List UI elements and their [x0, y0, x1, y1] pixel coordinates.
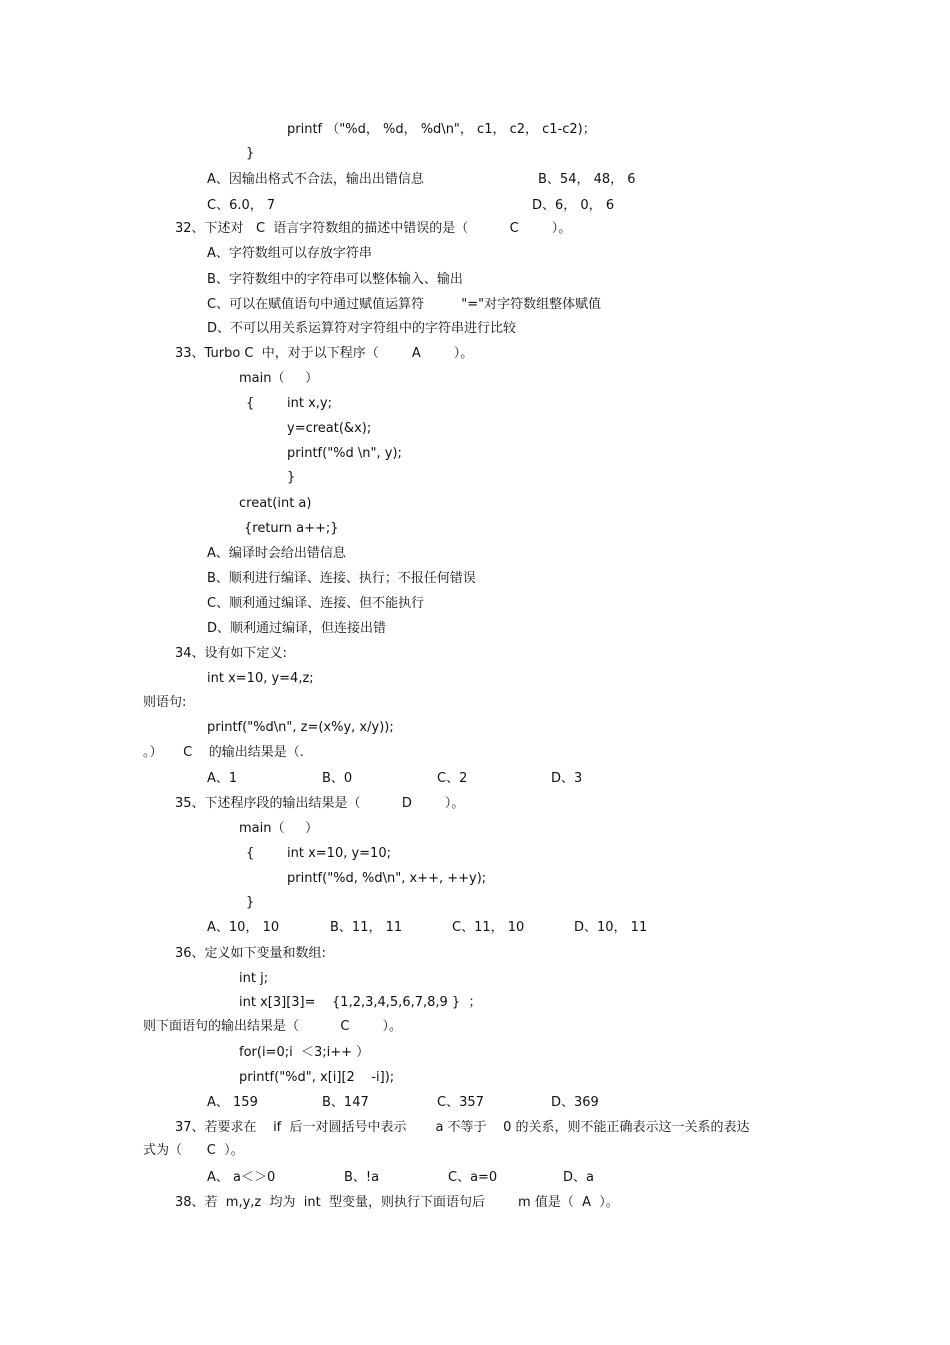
option-d: D、3 — [551, 771, 583, 786]
option-c: C、357 — [437, 1095, 484, 1110]
option-d: D、6， 0， 6 — [532, 198, 615, 213]
option-b: B、字符数组中的字符串可以整体输入、输出 — [207, 272, 463, 287]
text-line: 式为（ C ）。 — [143, 1143, 244, 1158]
code-line: } — [287, 470, 296, 485]
option-b: B、0 — [322, 771, 353, 786]
option-c: C、顺利通过编译、连接、但不能执行 — [207, 596, 425, 611]
option-d: D、10， 11 — [574, 920, 648, 935]
option-a: A、1 — [207, 771, 238, 786]
option-d: D、369 — [551, 1095, 599, 1110]
code-line: printf("%d, %d\n", x++, ++y); — [287, 871, 487, 886]
option-b: B、54， 48， 6 — [538, 172, 636, 187]
option-b: B、147 — [322, 1095, 369, 1110]
option-a: A、 159 — [207, 1095, 258, 1110]
code-line: { — [246, 846, 255, 861]
option-b: B、顺利进行编译、连接、执行；不报任何错误 — [207, 571, 476, 586]
question-33: 33、Turbo C 中，对于以下程序（ A ）。 — [175, 346, 474, 361]
code-line: {return a++;} — [244, 521, 339, 536]
option-a: A、因输出格式不合法，输出出错信息 — [207, 172, 424, 187]
option-c: C、可以在赋值语句中通过赋值运算符 "="对字符数组整体赋值 — [207, 297, 602, 312]
option-c: C、11， 10 — [452, 920, 525, 935]
option-d: D、顺利通过编译，但连接出错 — [207, 621, 387, 636]
question-38: 38、若 m,y,z 均为 int 型变量，则执行下面语句后 m 值是（ A ）。 — [175, 1195, 619, 1210]
code-line: } — [246, 146, 255, 161]
code-line: int x=10, y=4,z; — [207, 671, 314, 686]
question-34: 34、设有如下定义: — [175, 646, 287, 661]
question-35: 35、下述程序段的输出结果是（ D ）。 — [175, 796, 465, 811]
text-line: 则下面语句的输出结果是（ C ）。 — [143, 1019, 402, 1034]
option-c: C、a=0 — [448, 1170, 498, 1185]
code-line: creat(int a) — [239, 496, 312, 511]
code-line: y=creat(&x); — [287, 421, 372, 436]
question-32: 32、下述对 C 语言字符数组的描述中错误的是（ C ）。 — [175, 221, 572, 236]
question-37: 37、若要求在 if 后一对圆括号中表示 a 不等于 0 的关系，则不能正确表示这一关系的表达 — [175, 1120, 750, 1135]
option-b: B、!a — [344, 1170, 380, 1185]
option-a: A、字符数组可以存放字符串 — [207, 246, 372, 261]
code-line: int x[3][3]= {1,2,3,4,5,6,7,8,9 } ； — [239, 995, 482, 1010]
option-b: B、11， 11 — [330, 920, 403, 935]
code-line: int x=10, y=10; — [287, 846, 391, 861]
option-c: C、2 — [437, 771, 468, 786]
option-a: A、10， 10 — [207, 920, 280, 935]
code-line: printf("%d\n", z=(x%y, x/y)); — [207, 720, 394, 735]
code-line: main（ ） — [239, 821, 319, 836]
option-a: A、 a＜＞0 — [207, 1170, 276, 1185]
code-line: } — [246, 895, 255, 910]
code-line: main（ ） — [239, 371, 319, 386]
code-line: int j; — [239, 971, 269, 986]
option-d: D、a — [563, 1170, 594, 1185]
code-line: int x,y; — [287, 396, 332, 411]
code-line: printf("%d", x[i][2 -i]); — [239, 1070, 395, 1085]
code-line: { — [246, 396, 255, 411]
code-line: printf("%d \n", y); — [287, 446, 402, 461]
question-36: 36、定义如下变量和数组: — [175, 946, 326, 961]
option-d: D、不可以用关系运算符对字符组中的字符串进行比较 — [207, 321, 517, 336]
option-a: A、编译时会给出错信息 — [207, 546, 346, 561]
text-line: 。） C 的输出结果是（. — [143, 745, 304, 760]
text-line: 则语句: — [143, 695, 187, 710]
code-line: printf （"%d， %d， %d\n"， c1， c2， c1-c2)； — [287, 122, 596, 137]
code-line: for(i=0;i ＜3;i++ ） — [239, 1045, 370, 1060]
option-c: C、6.0， 7 — [207, 198, 276, 213]
